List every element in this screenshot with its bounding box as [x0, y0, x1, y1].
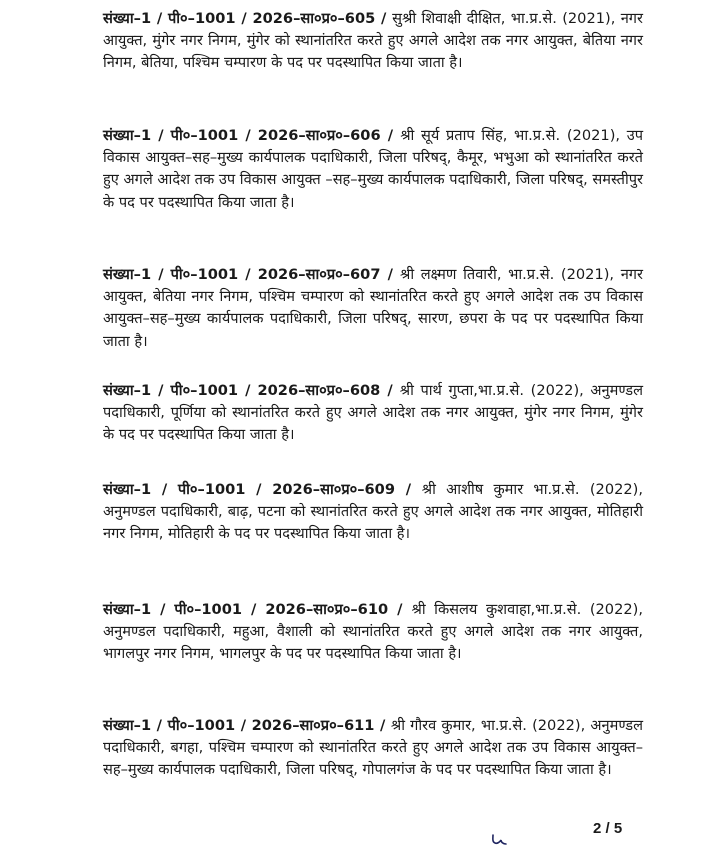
- order-text: श्री सूर्य प्रताप सिंह, भा.प्र.से. (2021), उप विकास आयुक्त–सह–मुख्य कार्यपालक पदाधिकारी, जिला परिषद्, कैमूर, भभुआ को स्थानांतरित करते हुए अगले आदेश तक उप विकास आयुक्त –सह–मुख्य कार्यपालक पदाधिकारी, जिला परिषद्, समस्तीपुर के पद पर पदस्थापित किया जाता है।: [103, 127, 643, 211]
- handwritten-initial-icon: [491, 832, 507, 846]
- page-number: 2 / 5: [593, 820, 623, 837]
- order-paragraph-610: [103, 599, 643, 666]
- order-paragraph-607: [103, 264, 643, 353]
- order-text: श्री लक्ष्मण तिवारी, भा.प्र.से. (2021), नगर आयुक्त, बेतिया नगर निगम, पश्चिम चम्पारण को स्थानांतरित करते हुए अगले आदेश तक उप विकास आयुक्त–सह–मुख्य कार्यपालक पदाधिकारी, जिला परिषद्, सारण, छपरा के पद पर पदस्थापित किया जाता है।: [103, 266, 643, 350]
- order-text: सुश्री शिवाक्षी दीक्षित, भा.प्र.से. (2021), नगर आयुक्त, मुंगेर नगर निगम, मुंगेर को स्थानांतरित करते हुए अगले आदेश तक नगर आयुक्त, बेतिया नगर निगम, बेतिया, पश्चिम चम्पारण के पद पर पदस्थापित किया जाता है।: [103, 10, 643, 72]
- order-text: श्री किसलय कुशवाहा,भा.प्र.से. (2022), अनुमण्डल पदाधिकारी, महुआ, वैशाली को स्थानांतरित करते हुए अगले आदेश तक नगर आयुक्त, भागलपुर नगर निगम, भागलपुर के पद पर पदस्थापित किया जाता है।: [103, 601, 643, 663]
- order-reference-number: संख्या–1 / पी०–1001 / 2026–सा०प्र०–609 /: [103, 481, 422, 498]
- order-paragraph-611: [103, 715, 643, 782]
- order-reference-number: संख्या–1 / पी०–1001 / 2026–सा०प्र०–610 /: [103, 601, 412, 618]
- order-paragraph-605: [103, 8, 643, 75]
- order-paragraph-608: [103, 380, 643, 447]
- order-text: श्री गौरव कुमार, भा.प्र.से. (2022), अनुमण्डल पदाधिकारी, बगहा, पश्चिम चम्पारण को स्थानांतरित करते हुए अगले आदेश तक उप विकास आयुक्त–सह–मुख्य कार्यपालक पदाधिकारी, जिला परिषद्, गोपालगंज के पद पर पदस्थापित किया जाता है।: [103, 717, 643, 779]
- order-text: श्री आशीष कुमार भा.प्र.से. (2022), अनुमण्डल पदाधिकारी, बाढ़, पटना को स्थानांतरित करते हुए अगले आदेश तक नगर आयुक्त, मोतिहारी नगर निगम, मोतिहारी के पद पर पदस्थापित किया जाता है।: [103, 481, 644, 543]
- order-reference-number: संख्या–1 / पी०–1001 / 2026–सा०प्र०–611 /: [103, 717, 391, 734]
- order-reference-number: संख्या–1 / पी०–1001 / 2026–सा०प्र०–608 /: [103, 382, 400, 399]
- order-reference-number: संख्या–1 / पी०–1001 / 2026–सा०प्र०–606 /: [103, 127, 401, 144]
- order-reference-number: संख्या–1 / पी०–1001 / 2026–सा०प्र०–605 /: [103, 10, 393, 27]
- order-text: श्री पार्थ गुप्ता,भा.प्र.से. (2022), अनुमण्डल पदाधिकारी, पूर्णिया को स्थानांतरित करते हुए अगले आदेश तक नगर आयुक्त, मुंगेर नगर निगम, मुंगेर के पद पर पदस्थापित किया जाता है।: [103, 382, 643, 444]
- order-paragraph-606: [103, 125, 643, 214]
- order-reference-number: संख्या–1 / पी०–1001 / 2026–सा०प्र०–607 /: [103, 266, 401, 283]
- order-paragraph-609: [103, 479, 643, 546]
